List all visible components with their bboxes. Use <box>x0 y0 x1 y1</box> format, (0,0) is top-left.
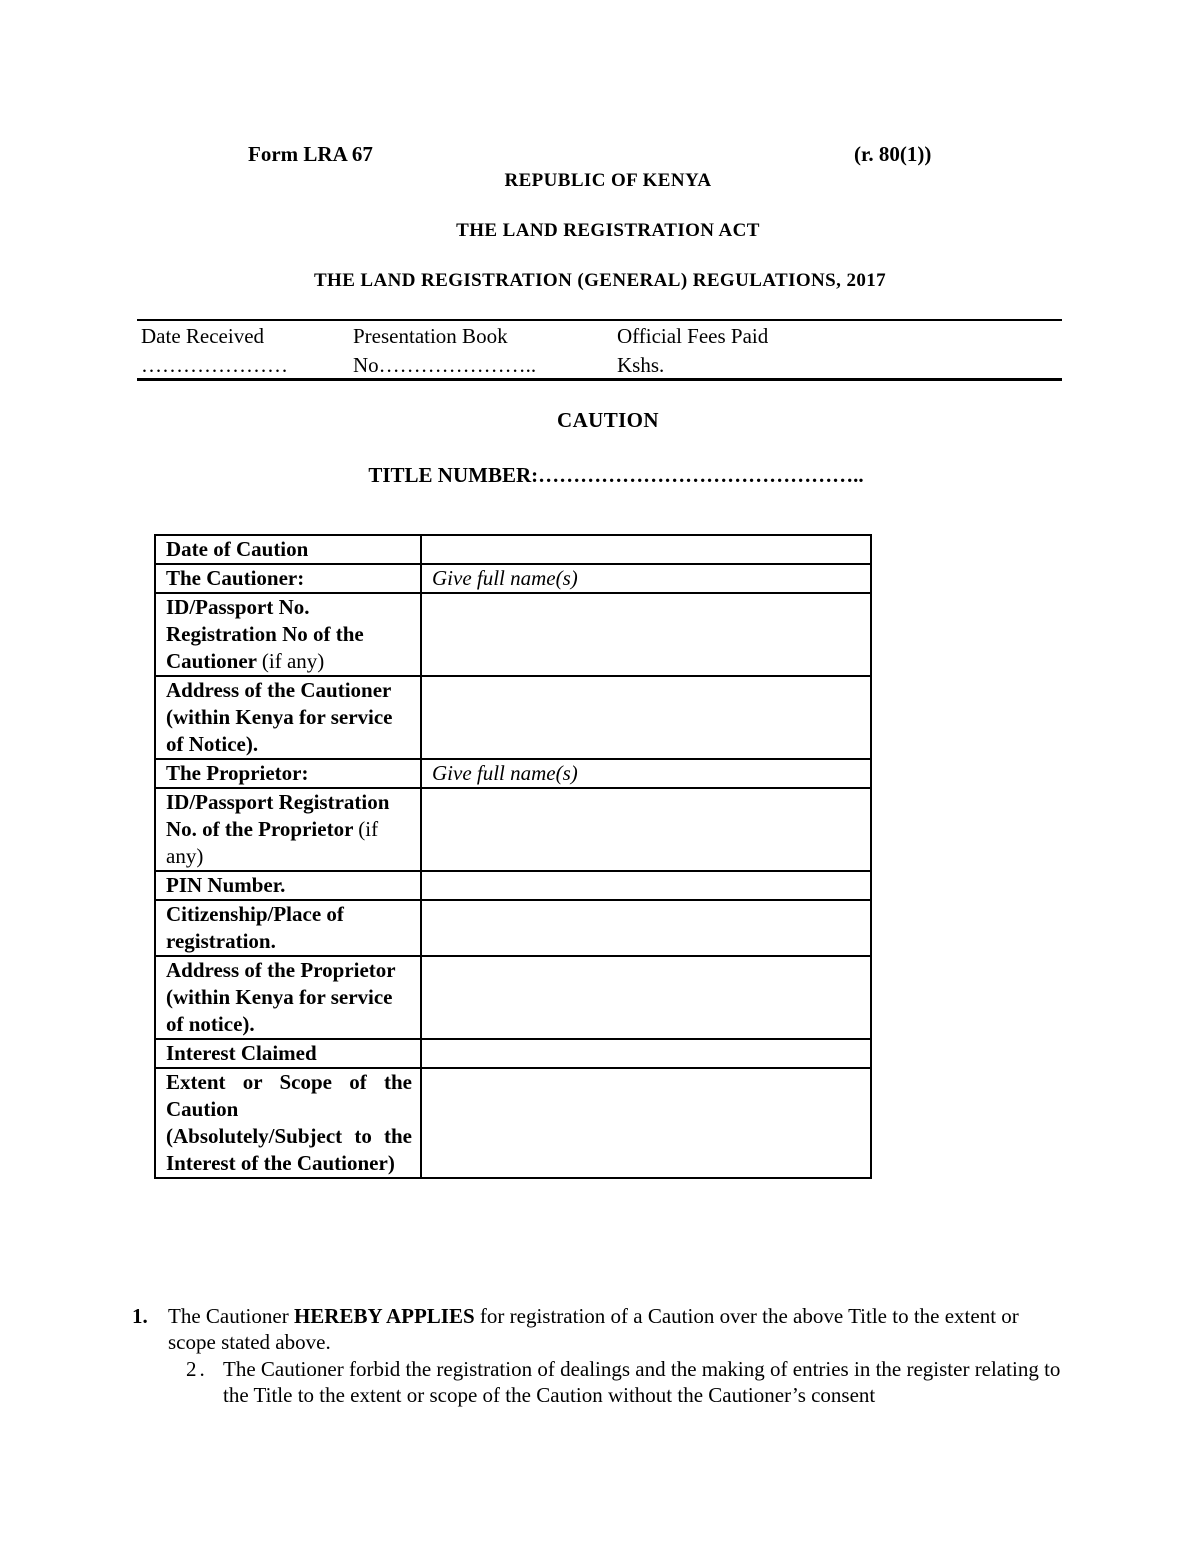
presentation-book-field <box>353 322 536 380</box>
cautioner-name-field[interactable]: Give full name(s) <box>421 564 871 593</box>
office-box-bottom-rule <box>137 378 1062 381</box>
official-fees-label: Official Fees Paid <box>617 324 769 348</box>
citizenship-field[interactable] <box>421 900 871 956</box>
rule-reference: (r. 80(1)) <box>854 142 932 166</box>
official-fees-field <box>617 322 768 380</box>
date-received-blank: ………………… <box>141 353 288 377</box>
paragraph-1-rest: for registration of a Caution over the above Title to the extent or scope stated above. <box>168 1304 1019 1354</box>
date-received-field <box>141 322 288 380</box>
table-row <box>155 759 871 788</box>
paragraph-2-number: 2. <box>186 1357 208 1381</box>
proprietor-address-field[interactable] <box>421 956 871 1039</box>
act-heading: THE LAND REGISTRATION ACT <box>456 220 760 241</box>
proprietor-id-optional-note: (if any) <box>166 817 379 868</box>
table-row <box>155 871 871 900</box>
table-row <box>155 564 871 593</box>
proprietor-name-field[interactable]: Give full name(s) <box>421 759 871 788</box>
extent-scope-field[interactable] <box>421 1068 871 1178</box>
row-label-pin-number: PIN Number. <box>155 871 421 900</box>
regulations-heading: THE LAND REGISTRATION (GENERAL) REGULATIONS, 2017 <box>313 270 887 291</box>
proprietor-id-field[interactable] <box>421 788 871 871</box>
table-row <box>155 900 871 956</box>
republic-heading: REPUBLIC OF KENYA <box>504 170 712 191</box>
row-label-proprietor: The Proprietor: <box>155 759 421 788</box>
table-row <box>155 593 871 676</box>
cautioner-id-label-text: ID/Passport No. Registration No of the Cautioner <box>166 595 364 673</box>
paragraph-2-text: The Cautioner forbid the registration of dealings and the making of entries in the register relating to the Title to the extent or scope of the Caution without the Cautioner’s consent <box>223 1357 1061 1407</box>
proprietor-id-label-text: ID/Passport Registration No. of the Proprietor <box>166 790 390 841</box>
table-row <box>155 1068 871 1178</box>
interest-claimed-field[interactable] <box>421 1039 871 1068</box>
official-fees-currency: Kshs. <box>617 353 665 377</box>
row-label-interest-claimed: Interest Claimed <box>155 1039 421 1068</box>
paragraph-1-number: 1. <box>132 1304 148 1328</box>
paragraph-1-lead: The Cautioner <box>168 1304 294 1328</box>
table-row <box>155 676 871 759</box>
document-title: CAUTION <box>557 408 659 432</box>
presentation-book-label: Presentation Book <box>353 324 508 348</box>
pin-number-field[interactable] <box>421 871 871 900</box>
table-row <box>155 535 871 564</box>
table-row <box>155 1039 871 1068</box>
date-received-label: Date Received <box>141 324 265 348</box>
form-label: Form LRA 67 <box>248 142 373 166</box>
paragraph-1-text <box>168 1303 1068 1355</box>
table-row <box>155 788 871 871</box>
cautioner-address-field[interactable] <box>421 676 871 759</box>
presentation-book-number: No………………….. <box>353 353 537 377</box>
office-box-top-rule <box>137 319 1062 321</box>
cautioner-id-optional-note: (if any) <box>261 649 325 673</box>
cautioner-id-field[interactable] <box>421 593 871 676</box>
row-label-extent-scope: Extent or Scope of the Caution (Absolutely/Subject to the Interest of the Cautioner) <box>155 1068 421 1178</box>
row-label-proprietor-address: Address of the Proprietor (within Kenya for service of notice). <box>155 956 421 1039</box>
caution-form-table <box>154 534 872 1179</box>
row-label-cautioner-id <box>155 593 421 676</box>
row-label-date-of-caution: Date of Caution <box>155 535 421 564</box>
table-row <box>155 956 871 1039</box>
row-label-cautioner: The Cautioner: <box>155 564 421 593</box>
paragraph-1-emphasis: HEREBY APPLIES <box>293 1304 475 1328</box>
row-label-proprietor-id <box>155 788 421 871</box>
row-label-citizenship: Citizenship/Place of registration. <box>155 900 421 956</box>
title-number-line: TITLE NUMBER:……………………………………….. <box>368 463 864 487</box>
row-label-cautioner-address: Address of the Cautioner (within Kenya for service of Notice). <box>155 676 421 759</box>
date-of-caution-field[interactable] <box>421 535 871 564</box>
